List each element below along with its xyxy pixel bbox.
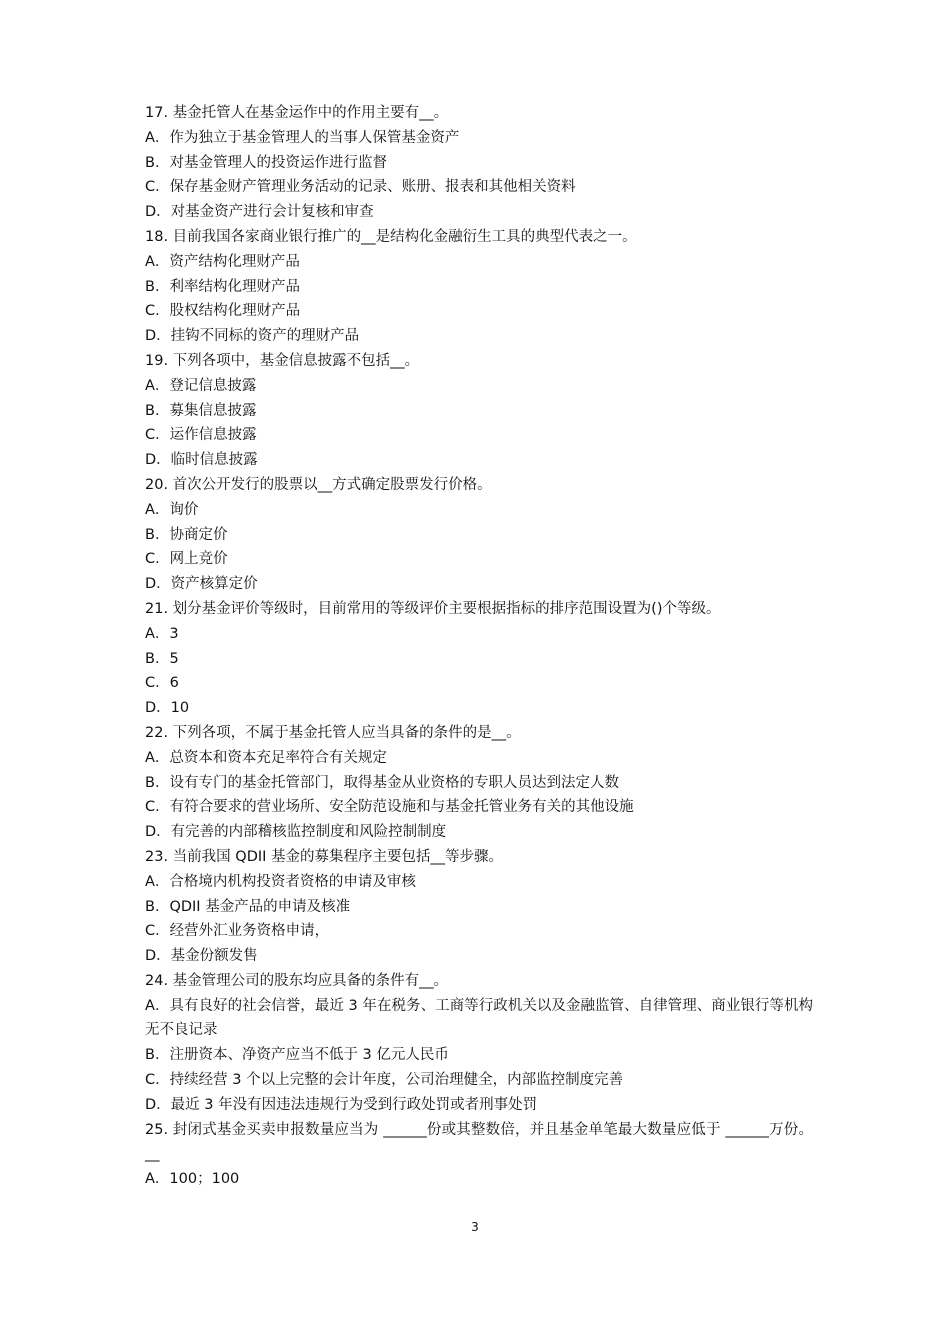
question-22-text: 22. 下列各项，不属于基金托管人应当具备的条件的是__。	[145, 724, 521, 741]
question-19-text: 19. 下列各项中，基金信息披露不包括__。	[145, 352, 420, 369]
question-18-option-d: D．挂钩不同标的资产的理财产品	[145, 328, 360, 345]
question-19-option-c: C．运作信息披露	[145, 427, 257, 444]
question-17-option-c: C．保存基金财产管理业务活动的记录、账册、报表和其他相关资料	[145, 179, 576, 196]
question-22-option-d: D．有完善的内部稽核监控制度和风险控制制度	[145, 824, 447, 841]
page-number: 3	[471, 1220, 479, 1234]
question-24-option-b: B．注册资本、净资产应当不低于 3 亿元人民币	[145, 1047, 449, 1064]
question-20-option-a: A．询价	[145, 501, 199, 518]
question-20-option-c: C．网上竞价	[145, 551, 228, 568]
question-24-option-a: A．具有良好的社会信誉，最近 3 年在税务、工商等行政机关以及金融监管、自律管理、商业银行等机构无不良记录	[145, 997, 813, 1039]
question-23-option-b: B．QDII 基金产品的申请及核准	[145, 898, 351, 915]
question-25-text: 25. 封闭式基金买卖申报数量应当为 ______份或其整数倍，并且基金单笔最大数量应低于 ______万份。__	[145, 1121, 813, 1163]
question-24-text: 24. 基金管理公司的股东均应具备的条件有__。	[145, 972, 449, 989]
question-19-option-a: A．登记信息披露	[145, 377, 257, 394]
question-17-option-d: D．对基金资产进行会计复核和审查	[145, 204, 374, 221]
question-21-option-a: A．3	[145, 625, 179, 642]
question-17-option-a: A．作为独立于基金管理人的当事人保管基金资产	[145, 129, 460, 146]
question-23-text: 23. 当前我国 QDII 基金的募集程序主要包括__等步骤。	[145, 848, 504, 865]
question-20-text: 20. 首次公开发行的股票以__方式确定股票发行价格。	[145, 476, 492, 493]
question-18-option-b: B．利率结构化理财产品	[145, 278, 300, 295]
question-17-option-b: B．对基金管理人的投资运作进行监督	[145, 154, 387, 171]
question-19-option-d: D．临时信息披露	[145, 452, 258, 469]
question-19-option-b: B．募集信息披露	[145, 402, 257, 419]
question-23-option-a: A．合格境内机构投资者资格的申请及审核	[145, 873, 416, 890]
question-24-option-c: C．持续经营 3 个以上完整的会计年度，公司治理健全，内部监控制度完善	[145, 1072, 624, 1089]
question-18-option-c: C．股权结构化理财产品	[145, 303, 301, 320]
question-22-option-a: A．总资本和资本充足率符合有关规定	[145, 749, 387, 766]
question-23-option-c: C．经营外汇业务资格申请，	[145, 923, 330, 940]
question-25-option-a: A．100；100	[145, 1171, 240, 1188]
question-18-text: 18. 目前我国各家商业银行推广的__是结构化金融衍生工具的典型代表之一。	[145, 228, 637, 245]
question-23-option-d: D．基金份额发售	[145, 948, 258, 965]
document-body	[145, 101, 813, 1192]
question-20-option-d: D．资产核算定价	[145, 576, 258, 593]
question-22-option-b: B．设有专门的基金托管部门，取得基金从业资格的专职人员达到法定人数	[145, 774, 619, 791]
question-18-option-a: A．资产结构化理财产品	[145, 253, 300, 270]
question-20-option-b: B．协商定价	[145, 526, 228, 543]
question-22-option-c: C．有符合要求的营业场所、安全防范设施和与基金托管业务有关的其他设施	[145, 799, 634, 816]
question-21-text: 21. 划分基金评价等级时，目前常用的等级评价主要根据指标的排序范围设置为()个等级。	[145, 600, 721, 617]
question-21-option-b: B．5	[145, 650, 179, 667]
question-24-option-d: D．最近 3 年没有因违法违规行为受到行政处罚或者刑事处罚	[145, 1096, 538, 1113]
question-17-text: 17. 基金托管人在基金运作中的作用主要有__。	[145, 105, 449, 121]
question-21-option-c: C．6	[145, 675, 179, 692]
question-21-option-d: D．10	[145, 700, 190, 717]
